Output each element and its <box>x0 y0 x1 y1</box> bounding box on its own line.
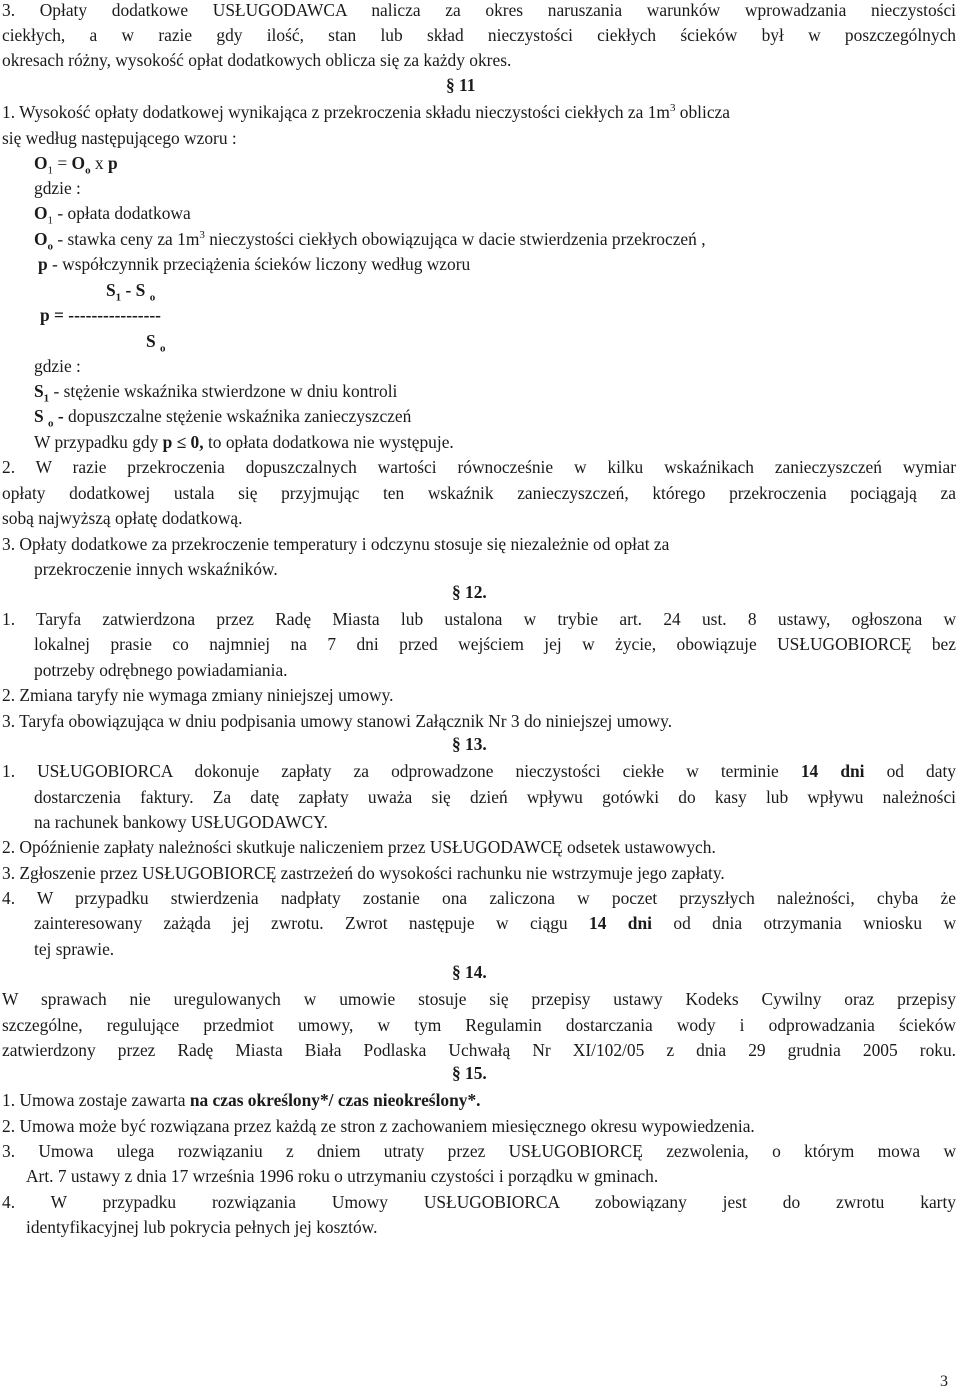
paragraph-line: 2. Umowa może być rozwiązana przez każdą ze stron z zachowaniem miesięcznego okresu wypowiedzenia. <box>2 1116 755 1136</box>
section-heading-12: § 12. <box>452 582 487 602</box>
subscript: o <box>149 291 156 304</box>
subscript: 1 <box>47 214 54 227</box>
paragraph-line: tej sprawie. <box>34 939 115 959</box>
subscript: o <box>48 417 54 430</box>
text: 1. Umowa zostaje zawarta <box>2 1090 190 1110</box>
definition-line <box>38 252 960 277</box>
text: - współczynnik przeciążenia ścieków liczony według wzoru <box>47 254 471 274</box>
paragraph-line: sobą najwyższą opłatę dodatkową. <box>2 508 243 528</box>
label-gdzie: gdzie : <box>34 178 81 198</box>
text: - <box>53 406 69 426</box>
symbol: S <box>146 331 161 351</box>
paragraph-line <box>2 100 960 125</box>
text: zainteresowany zażąda jej zwrotu. Zwrot następuje w ciągu <box>34 913 590 933</box>
page-number: 3 <box>940 1373 948 1390</box>
section-heading-15: § 15. <box>452 1063 487 1083</box>
symbol: O <box>71 153 86 173</box>
symbol: p <box>107 153 118 173</box>
paragraph-line: 2. Zmiana taryfy nie wymaga zmiany niniejszej umowy. <box>2 685 394 705</box>
text: oblicza <box>675 102 730 122</box>
paragraph-line: na rachunek bankowy USŁUGODAWCY. <box>34 812 328 832</box>
symbol: p <box>38 254 48 274</box>
fraction-bar: p = ---------------- <box>40 305 161 325</box>
definition-line <box>34 379 960 404</box>
symbol: O <box>34 153 48 173</box>
section-heading-13: § 13. <box>452 734 487 754</box>
paragraph-line: W sprawach nie uregulowanych w umowie stosuje się przepisy ustawy Kodeks Cywilny oraz przepisy <box>2 989 956 1009</box>
subscript: 1 <box>43 392 50 405</box>
condition-line <box>34 430 960 455</box>
superscript: 3 <box>199 229 205 242</box>
paragraph-line: przekroczenie innych wskaźników. <box>34 559 278 579</box>
superscript: 3 <box>669 102 676 115</box>
text: od dnia otrzymania wniosku w <box>651 913 957 933</box>
paragraph-line: lokalnej prasie co najmniej na 7 dni przed wejściem jej w życie, obowiązuje USŁUGOBIORCĘ bez <box>34 634 956 654</box>
paragraph-line: szczególne, regulujące przedmiot umowy, w tym Regulamin dostarczania wody i odprowadzania ścieków <box>2 1015 956 1035</box>
symbol: S <box>34 406 49 426</box>
subscript: o <box>47 240 54 253</box>
symbol: O <box>34 229 48 249</box>
paragraph-line: 1. Taryfa zatwierdzona przez Radę Miasta lub ustalona w trybie art. 24 ust. 8 ustawy, ogłoszona w <box>2 609 956 629</box>
paragraph-line: 2. Opóźnienie zapłaty należności skutkuje naliczeniem przez USŁUGODAWCĘ odsetek ustawowych. <box>2 837 716 857</box>
paragraph-line: Art. 7 ustawy z dnia 17 września 1996 roku o utrzymaniu czystości i porządku w gminach. <box>26 1166 659 1186</box>
text: to opłata dodatkowa nie występuje. <box>203 432 454 452</box>
text: 14 dni <box>800 761 865 781</box>
definition-line <box>34 201 960 226</box>
definition-line <box>34 227 960 252</box>
subscript: 1 <box>47 164 54 177</box>
text: - stawka ceny za 1m <box>53 229 200 249</box>
subscript: 1 <box>115 291 122 304</box>
text: - opłata dodatkowa <box>53 203 191 223</box>
paragraph-line: potrzeby odrębnego powiadamiania. <box>34 660 288 680</box>
paragraph-line: zatwierdzony przez Radę Miasta Biała Podlaska Uchwałą Nr XI/102/05 z dnia 29 grudnia 2005 roku. <box>2 1040 956 1060</box>
text: na czas określony*/ czas nieokreślony*. <box>189 1090 481 1110</box>
text: nieczystości ciekłych obowiązująca w dacie stwierdzenia przekroczeń , <box>204 229 706 249</box>
paragraph-line: dostarczenia faktury. Za datę zapłaty uważa się dzień wpływu gotówki do kasy lub wpływu należności <box>34 787 956 807</box>
subscript: o <box>85 164 91 177</box>
paragraph-line: okresach różny, wysokość opłat dodatkowych oblicza się za każdy okres. <box>2 50 512 70</box>
paragraph-line: 3. Taryfa obowiązująca w dniu podpisania umowy stanowi Załącznik Nr 3 do niniejszej umowy. <box>2 711 673 731</box>
paragraph-line: 3. Opłaty dodatkowe USŁUGODAWCA nalicza za okres naruszania warunków wprowadzania nieczystości <box>2 0 956 20</box>
paragraph-line: 4. W przypadku stwierdzenia nadpłaty zostanie ona zaliczona w poczet przyszłych należności, chyba że <box>2 888 956 908</box>
symbol: S <box>34 381 44 401</box>
text: dopuszczalne stężenie wskaźnika zanieczyszczeń <box>68 406 412 426</box>
paragraph-line: 3. Zgłoszenie przez USŁUGOBIORCĘ zastrzeżeń do wysokości rachunku nie wstrzymuje jego zapłaty. <box>2 863 725 883</box>
text: = <box>53 153 72 173</box>
definition-line <box>34 404 960 429</box>
text: W przypadku gdy <box>34 432 163 452</box>
text: od daty <box>864 761 957 781</box>
paragraph-line: 3. Umowa ulega rozwiązaniu z dniem utraty przez USŁUGOBIORCĘ zezwolenia, o którym mowa w <box>2 1141 956 1161</box>
text: x <box>90 153 108 173</box>
paragraph-line: identyfikacyjnej lub pokrycia pełnych jej kosztów. <box>26 1217 378 1237</box>
paragraph-line: 4. W przypadku rozwiązania Umowy USŁUGOBIORCA zobowiązany jest do zwrotu karty <box>2 1192 956 1212</box>
text: p ≤ 0, <box>162 432 204 452</box>
symbol: O <box>34 203 48 223</box>
paragraph-line: 2. W razie przekroczenia dopuszczalnych wartości równocześnie w kilku wskaźnikach zanieczyszczeń wymiar <box>2 457 956 477</box>
text: 14 dni <box>589 913 652 933</box>
paragraph-line <box>2 1088 960 1113</box>
subscript: o <box>160 342 166 355</box>
section-heading-14: § 14. <box>452 962 487 982</box>
formula-main <box>34 151 960 176</box>
section-heading-11: § 11 <box>446 75 476 95</box>
fraction-numerator <box>106 278 960 303</box>
text: - S <box>121 280 150 300</box>
paragraph-line: ciekłych, a w razie gdy ilość, stan lub skład nieczystości ciekłych ścieków był w poszczególnych <box>2 25 956 45</box>
paragraph-line: opłaty dodatkowej ustala się przyjmując ten wskaźnik zanieczyszczeń, którego przekroczenia pociągają za <box>2 483 956 503</box>
text: - stężenie wskaźnika stwierdzone w dniu kontroli <box>49 381 398 401</box>
text: 1. Wysokość opłaty dodatkowej wynikająca z przekroczenia składu nieczystości ciekłych za 1m <box>2 102 670 122</box>
label-gdzie: gdzie : <box>34 356 81 376</box>
paragraph-line: się według następującego wzoru : <box>2 128 237 148</box>
fraction-denominator <box>146 329 960 354</box>
paragraph-line <box>2 759 956 784</box>
paragraph-line <box>34 911 956 936</box>
paragraph-line: 3. Opłaty dodatkowe za przekroczenie temperatury i odczynu stosuje się niezależnie od opłat za <box>2 534 670 554</box>
text: 1. USŁUGOBIORCA dokonuje zapłaty za odprowadzone nieczystości ciekłe w terminie <box>2 761 801 781</box>
symbol: S <box>106 280 116 300</box>
